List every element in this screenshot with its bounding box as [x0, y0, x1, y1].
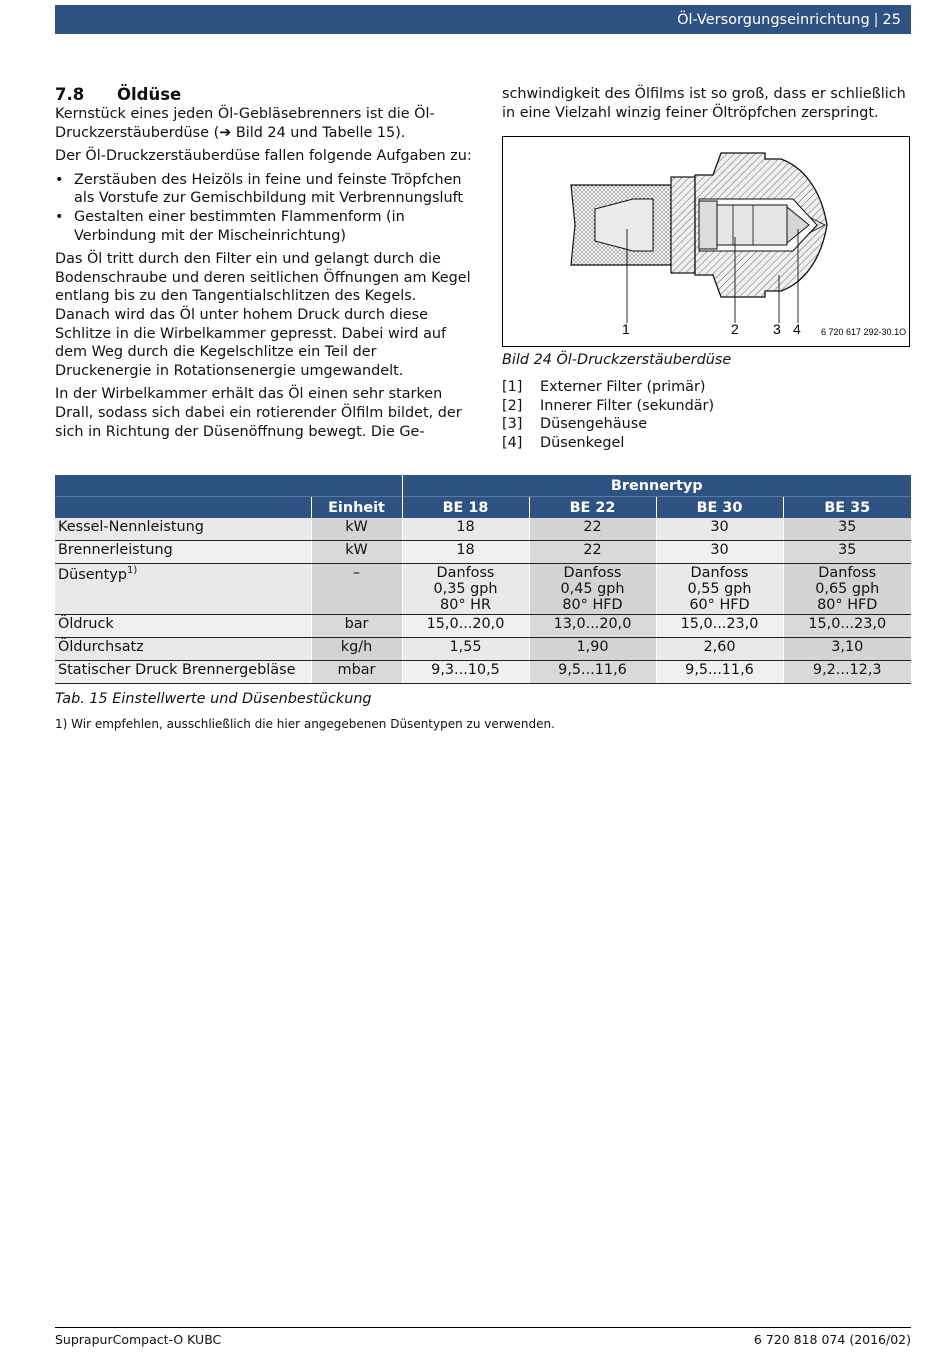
cell-value: 15,0...23,0	[656, 615, 783, 638]
paragraph-flow: Das Öl tritt durch den Filter ein und gelangt durch die Bodenschraube und deren seitlichen Öffnungen am Kegel entlang bis zu den Tangentialschlitzen des Kegels. Danach wird das Öl unter hohem Druck durch diese Schlitze in die Wirbelkammer gepresst. Dabei wird auf dem Weg durch die Kegelschlitze ein Teil der Druckenergie in Rotationsenergie umgewandelt.	[55, 251, 471, 379]
column-header: BE 18	[402, 497, 529, 519]
legend-item	[502, 434, 714, 453]
legend-index: [4]	[502, 435, 523, 452]
header-empty	[55, 497, 311, 519]
page-header	[55, 5, 911, 34]
header-separator: |	[873, 11, 879, 28]
unit-header: Einheit	[311, 497, 402, 519]
legend-text: Düsengehäuse	[540, 416, 648, 433]
figure-label-3: 3	[773, 321, 781, 337]
row-label: Öldruck	[55, 615, 311, 638]
cell-value	[656, 564, 783, 615]
legend-index: [1]	[502, 379, 523, 395]
figure-legend	[502, 378, 714, 453]
nozzle-brand: Danfoss	[436, 565, 495, 581]
cell-value: 13,0...20,0	[529, 615, 656, 638]
nozzle-angle: 80° HR	[440, 597, 491, 613]
header-empty	[55, 475, 311, 497]
paragraph-intro: Kernstück eines jeden Öl-Gebläsebrenners ist die Öl-Druckzerstäuberdüse (➔ Bild 24 und Tabelle 15).	[55, 106, 435, 141]
cell-value: 1,90	[529, 638, 656, 661]
page-number: 25	[882, 11, 901, 28]
row-label: Brennerleistung	[55, 541, 311, 564]
cell-value: 22	[529, 518, 656, 541]
footnote: 1) Wir empfehlen, ausschließlich die hier angegebenen Düsentypen zu verwenden.	[55, 717, 555, 731]
row-label	[55, 564, 311, 615]
cell-value: 15,0...23,0	[783, 615, 911, 638]
cell-value: 35	[783, 541, 911, 564]
cell-value: 1,55	[402, 638, 529, 661]
cell-value: 18	[402, 541, 529, 564]
nozzle-angle: 80° HFD	[562, 597, 623, 613]
section-heading	[55, 85, 475, 105]
row-unit: kW	[311, 518, 402, 541]
column-header: BE 22	[529, 497, 656, 519]
nozzle-angle: 80° HFD	[817, 597, 878, 613]
paragraph-tasks: Der Öl-Druckzerstäuberdüse fallen folgende Aufgaben zu:	[55, 148, 472, 165]
settings-table	[55, 475, 911, 684]
left-column	[55, 85, 475, 446]
legend-text: Innerer Filter (sekundär)	[540, 397, 715, 414]
figure-code: 6 720 617 292-30.1O	[821, 327, 907, 337]
table-row	[55, 661, 911, 684]
cell-value: 9,5...11,6	[529, 661, 656, 684]
footer-product: SuprapurCompact-O KUBC	[55, 1332, 222, 1347]
list-item: • Gestalten einer bestimmten Flammenform (in Verbindung mit der Mischeinrichtung)	[55, 208, 475, 245]
paragraph-swirl: In der Wirbelkammer erhält das Öl einen sehr starken Drall, sodass sich dabei ein rotierender Ölfilm bildet, der sich in Richtung der Düsenöffnung bewegt. Die Ge-	[55, 386, 462, 440]
row-unit: kW	[311, 541, 402, 564]
cell-value: 30	[656, 518, 783, 541]
cell-value: 15,0...20,0	[402, 615, 529, 638]
section-number: 7.8	[55, 85, 85, 104]
nozzle-size: 0,65 gph	[815, 581, 880, 597]
nozzle-figure	[502, 136, 910, 347]
legend-item	[502, 378, 714, 397]
table-caption: Tab. 15 Einstellwerte und Düsenbestückung	[55, 691, 372, 707]
table-row	[55, 541, 911, 564]
header-empty	[311, 475, 402, 497]
figure-label-4: 4	[793, 321, 801, 337]
cell-value	[529, 564, 656, 615]
cell-value	[783, 564, 911, 615]
cell-value: 22	[529, 541, 656, 564]
legend-index: [3]	[502, 416, 523, 433]
cell-value: 9,2...12,3	[783, 661, 911, 684]
cell-value	[402, 564, 529, 615]
list-item: • Zerstäuben des Heizöls in feine und feinste Tröpfchen als Vorstufe zur Gemischbildung mit Verbrennungsluft	[55, 171, 475, 208]
row-label: Kessel-Nennleistung	[55, 518, 311, 541]
nozzle-diagram	[503, 137, 911, 348]
nozzle-angle: 60° HFD	[689, 597, 750, 613]
row-label: Statischer Druck Brennergebläse	[55, 661, 311, 684]
legend-text: Externer Filter (primär)	[540, 379, 706, 395]
figure-label-1: 1	[622, 321, 630, 337]
chapter-title: Öl-Versorgungseinrichtung	[677, 11, 870, 28]
task-list	[55, 171, 475, 245]
right-column	[502, 85, 914, 127]
legend-index: [2]	[502, 397, 523, 414]
legend-text: Düsenkegel	[540, 435, 625, 452]
column-header: BE 35	[783, 497, 911, 519]
footnote-marker: 1)	[126, 565, 138, 576]
legend-item	[502, 415, 714, 434]
cell-value: 3,10	[783, 638, 911, 661]
row-label: Öldurchsatz	[55, 638, 311, 661]
cell-value: 35	[783, 518, 911, 541]
footer-document-number: 6 720 818 074 (2016/02)	[753, 1332, 911, 1347]
cell-value: 9,5...11,6	[656, 661, 783, 684]
figure-label-2: 2	[731, 321, 739, 337]
paragraph-continuation: schwindigkeit des Ölfilms ist so groß, dass er schließlich in eine Vielzahl winzig feiner Öltröpfchen zerspringt.	[502, 86, 906, 121]
section-title: Öldüse	[117, 85, 182, 104]
nozzle-brand: Danfoss	[563, 565, 622, 581]
row-label-text: Düsentyp	[58, 566, 127, 583]
row-unit: kg/h	[311, 638, 402, 661]
nozzle-size: 0,55 gph	[687, 581, 752, 597]
table-row	[55, 564, 911, 615]
row-unit: –	[311, 564, 402, 615]
nozzle-brand: Danfoss	[818, 565, 877, 581]
nozzle-brand: Danfoss	[690, 565, 749, 581]
footer-divider	[55, 1327, 911, 1328]
group-header: Brennertyp	[402, 475, 911, 497]
column-header: BE 30	[656, 497, 783, 519]
nozzle-size: 0,35 gph	[433, 581, 498, 597]
figure-caption: Bild 24 Öl-Druckzerstäuberdüse	[502, 352, 732, 368]
cell-value: 18	[402, 518, 529, 541]
table-row	[55, 638, 911, 661]
cell-value: 2,60	[656, 638, 783, 661]
cell-value: 9,3...10,5	[402, 661, 529, 684]
nozzle-size: 0,45 gph	[560, 581, 625, 597]
row-unit: bar	[311, 615, 402, 638]
table-row	[55, 518, 911, 541]
cell-value: 30	[656, 541, 783, 564]
row-unit: mbar	[311, 661, 402, 684]
legend-item	[502, 397, 714, 416]
table-row	[55, 615, 911, 638]
